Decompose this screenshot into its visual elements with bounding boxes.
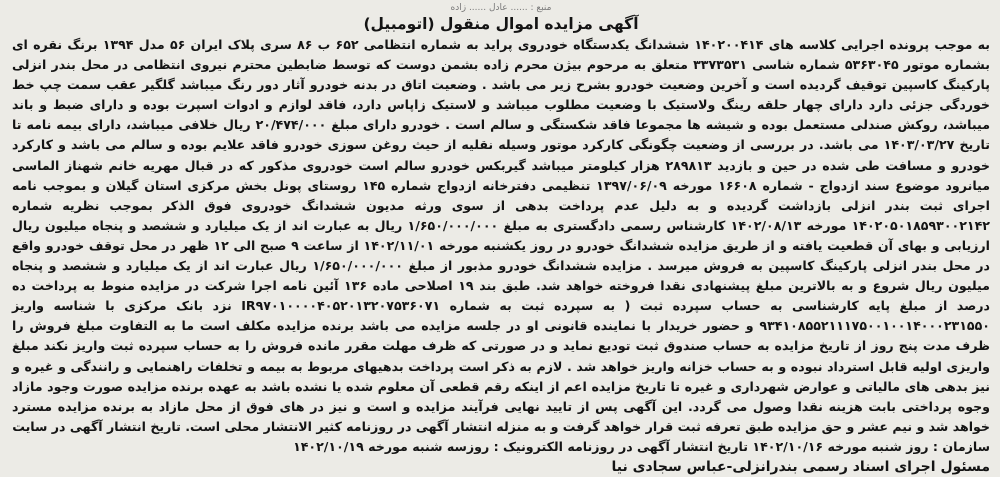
notice-body: به موجب پرونده اجرایی کلاسه های ۱۴۰۲۰۰۴۱۴ ششدانگ یکدستگاه خودروی پراید به شماره انتظامی ۶۵۲ ب ۸۶ سری پلاک ایران ۵۶ مدل ۱۳۹۴ برنگ نقره ای بشماره موتور ۵۳۶۳۰۴۵ شماره شاسی ۳۳۷۳۵۳۱ متعلق به مرحوم بیژن محرم زاده بشمن دوست که توسط ضابطین محترم نیروی انتظامی در محل بندر انزلی پارکینگ کاسپین توقیف گردیده است و آخرین وضعیت خودرو بشرح زیر می باشد . وضعیت اتاق در بدنه خودرو آثار دور رنگ میباشد گلگیر عقب سمت چپ خط خوردگی جزئی دارد دارای چهار حلقه رینگ ولاستیک با وضعیت مطلوب میباشد و لاستیک زاپاس دارد، فاقد لوازم و ادوات اسپرت بوده و دارای ضبط و باند میباشد، روکش صندلی مستعمل بوده و شیشه ها مجموعا فاقد شکستگی و سالم است . خودرو دارای مبلغ ۲۰/۴۷۴/۰۰۰ ریال خلافی میباشد، دارای بیمه نامه تا تاریخ ۱۴۰۳/۰۳/۲۷ می باشد. در بررسی از وضعیت چگونگی کارکرد موتور وسیله نقلیه از حیث روغن سوزی خودرو فاقد علایم بوده و سالم می باشد و کارکرد خودرو و مسافت طی شده در حین و بازدید ۲۸۹۸۱۳ هزار کیلومتر میباشد گیربکس خودرو سالم است خودروی مذکور که در قبال مهریه خانم شهناز الماسی میانرود موضوع سند ازدواج - شماره ۱۶۶۰۸ مورخه ۱۳۹۷/۰۶/۰۹ تنظیمی دفترخانه ازدواج شماره ۱۴۵ روستای پونل بخش مرکزی استان گیلان و بموجب نامه اجرای ثبت بندر انزلی بازداشت گردیده و به دلیل عدم پرداخت بدهی از سوی ورثه مدیون ششدانگ خودروی فوق الذکر بموجب نظریه شماره ۱۴۰۲۰۵۰۱۸۵۹۳۰۰۲۱۴۲ مورخه ۱۴۰۲/۰۸/۱۳ کارشناس رسمی دادگستری به مبلغ ۱/۶۵۰/۰۰۰/۰۰۰ ریال به عبارت اند از یک میلیارد و ششصد و پنجاه میلیون ریال ارزیابی و بهای آن قطعیت یافته و از طریق مزایده ششدانگ خودرو در روز یکشنبه مورخه ۱۴۰۲/۱۱/۰۱ از ساعت ۹ صبح الی ۱۲ ظهر در محل توقف خودرو واقع در محل بندر انزلی پارکینگ کاسپین به فروش میرسد . مزایده ششدانگ خودرو مذبور از مبلغ ۱/۶۵۰/۰۰۰/۰۰۰ ریال عبارت اند از یک میلیارد و ششصد و پنجاه میلیون ریال شروع و به بالاترین مبلغ پیشنهادی نقدا فروخته خواهد شد. طبق بند ۱۹ اصلاحی ماده ۱۳۶ آئین نامه اجرا شرکت در مزایده منوط به پرداخت ده درصد از مبلغ پایه کارشناسی به حساب سپرده ثبت ( به سپرده ثبت به شماره IR۹۷۰۱۰۰۰۰۴۰۵۲۰۱۳۲۰۷۵۳۶۰۷۱ نزد بانک مرکزی با شناسه واریز ۹۳۴۱۰۸۵۵۲۱۱۱۷۵۰۰۱۰۰۱۴۰۰۰۲۳۱۵۵۰ و حضور خریدار با نماینده قانونی او در جلسه مزایده می باشد برنده مزایده مکلف است ما به التفاوت مبلغ فروش را ظرف مدت پنج روز از تاریخ مزایده به حساب صندوق ثبت تودیع نماید و در صورتی که ظرف مهلت مقرر مانده فروش را به حساب سپرده ثبت واریز نکند مبلغ واریزی اولیه قابل استرداد نبوده و به حساب خزانه واریز خواهد شد . لازم به ذکر است پرداخت بدهیهای مربوط به بیمه و تخلفات راهنمایی و رانندگی و غیره و نیز بدهی های مالیاتی و عوارض شهرداری و غیره تا تاریخ مزایده اعم از اینکه رقم قطعی آن معلوم شده یا نشده باشد به عهده برنده مزایده صورت وجود مازاد وجوه پرداختی بابت هزینه نقدا وصول می گردد. این آگهی پس از تایید نهایی فرآیند مزایده و است و نیز در های فوق از محل مازاد به برنده مزایده مسترد خواهد شد و نیم عشر و حق مزایده طبق تعرفه ثبت قرار خواهد گرفت و به منزله انتشار آگهی در روزنامه کثیر الانتشار محلی است. تاریخ انتشار آگهی در سایت [12,37,991,434]
notice-title: آگهی مزایده اموال منقول (اتومبیل) [363,15,639,33]
cropped-header-fragment: منبع : ...... عادل ...... زاده [450,3,552,13]
signature-line: مسئول اجرای اسناد رسمی بندرانزلی-عباس سجادی نیا [611,458,990,475]
publication-dates: سازمان : روز شنبه مورخه ۱۴۰۲/۱۰/۱۶ تاریخ انتشار آگهی در روزنامه الکترونیک : روزسه شنبه مورخه ۱۴۰۲/۱۰/۱۹ [293,438,990,454]
